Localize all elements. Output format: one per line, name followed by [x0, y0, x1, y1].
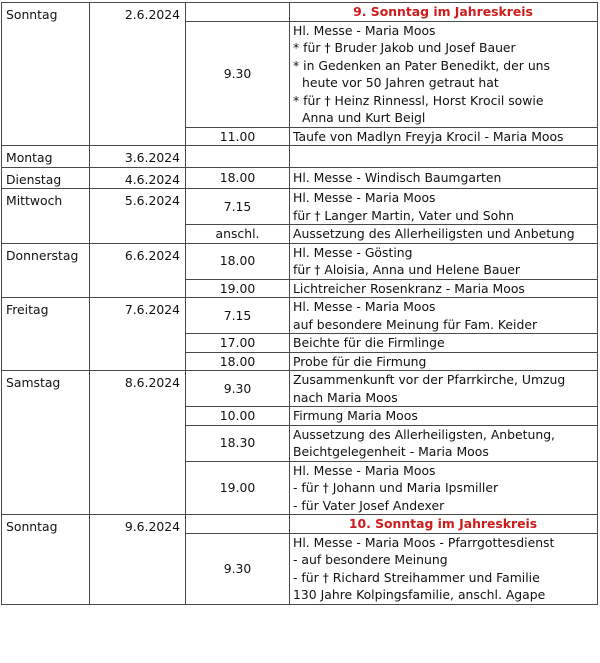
event-cell [290, 425, 598, 461]
time-cell [186, 3, 290, 22]
schedule-table [1, 2, 598, 605]
time-cell [186, 515, 290, 534]
schedule-row [2, 298, 598, 334]
time-cell: 18.30 [186, 425, 290, 461]
event-line: Hl. Messe - Windisch Baumgarten [293, 170, 502, 185]
event-line: auf besondere Meinung für Fam. Keider [293, 316, 538, 332]
event-line: Anna und Kurt Beigl [302, 110, 426, 125]
event-cell [290, 189, 598, 225]
date-cell: 3.6.2024 [90, 146, 186, 168]
event-cell [290, 371, 598, 407]
schedule-row [2, 189, 598, 225]
time-cell: 18.00 [186, 352, 290, 371]
event-line: - auf besondere Meinung [293, 552, 448, 567]
event-line: * für † Bruder Jakob und Josef Bauer [293, 40, 516, 55]
event-cell [290, 533, 598, 604]
schedule-row [2, 243, 598, 279]
event-line: heute vor 50 Jahren getraut hat [302, 75, 499, 90]
event-cell [290, 298, 598, 334]
event-line: Hl. Messe - Maria Moos [293, 22, 436, 38]
event-line: Hl. Messe - Gösting [293, 244, 413, 260]
event-line: - für Vater Josef Andexer [293, 497, 445, 513]
date-cell: 7.6.2024 [90, 298, 186, 371]
event-line: Probe für die Firmung [293, 353, 427, 369]
event-line: Hl. Messe - Maria Moos [293, 462, 436, 478]
time-cell: 10.00 [186, 407, 290, 426]
time-cell: 11.00 [186, 127, 290, 146]
time-cell: 18.00 [186, 167, 290, 189]
event-line [293, 148, 593, 166]
weekday-cell: Mittwoch [2, 189, 90, 244]
schedule-body [2, 3, 598, 605]
event-line: - für † Johann und Maria Ipsmiller [293, 480, 499, 495]
event-line: Taufe von Madlyn Freyja Krocil - Maria Moos [293, 128, 564, 144]
time-cell: 19.00 [186, 279, 290, 298]
event-cell [290, 279, 598, 298]
schedule-row [2, 167, 598, 189]
weekday-cell: Freitag [2, 298, 90, 371]
time-cell: 9.30 [186, 533, 290, 604]
date-cell: 2.6.2024 [90, 3, 186, 146]
date-cell: 4.6.2024 [90, 167, 186, 189]
time-cell: anschl. [186, 225, 290, 244]
date-cell: 5.6.2024 [90, 189, 186, 244]
event-line: - für † Richard Streihammer und Familie [293, 569, 540, 585]
event-cell [290, 225, 598, 244]
event-line: Hl. Messe - Maria Moos [293, 190, 436, 205]
weekday-cell: Donnerstag [2, 243, 90, 298]
time-cell: 19.00 [186, 461, 290, 515]
event-line: Aussetzung des Allerheiligsten und Anbetung [293, 226, 575, 241]
weekday-cell: Samstag [2, 371, 90, 515]
event-line: Aussetzung des Allerheiligsten, Anbetung, [293, 426, 555, 442]
event-line: Firmung Maria Moos [293, 408, 418, 423]
event-line: Zusammenkunft vor der Pfarrkirche, Umzug [293, 372, 566, 387]
date-cell: 9.6.2024 [90, 515, 186, 605]
date-cell: 8.6.2024 [90, 371, 186, 515]
feast-row [2, 3, 598, 22]
weekday-cell: Sonntag [2, 515, 90, 605]
time-cell: 18.00 [186, 243, 290, 279]
event-line: Beichtgelegenheit - Maria Moos [293, 444, 489, 459]
event-line: 130 Jahre Kolpingsfamilie, anschl. Agape [293, 587, 546, 602]
schedule-row [2, 146, 598, 168]
event-line: 9. Sonntag im Jahreskreis [353, 4, 533, 19]
event-line: Hl. Messe - Maria Moos [293, 299, 436, 314]
event-cell [290, 167, 598, 189]
time-cell: 17.00 [186, 334, 290, 353]
event-cell [290, 243, 598, 279]
event-line: Hl. Messe - Maria Moos - Pfarrgottesdienst [293, 534, 555, 550]
date-cell: 6.6.2024 [90, 243, 186, 298]
time-cell: 7.15 [186, 189, 290, 225]
weekday-cell: Montag [2, 146, 90, 168]
weekday-cell: Sonntag [2, 3, 90, 146]
time-cell: 9.30 [186, 21, 290, 127]
time-cell: 7.15 [186, 298, 290, 334]
schedule-row [2, 371, 598, 407]
event-line: Beichte für die Firmlinge [293, 335, 445, 350]
event-cell [290, 407, 598, 426]
weekday-cell: Dienstag [2, 167, 90, 189]
event-line: nach Maria Moos [293, 389, 398, 405]
feast-title [290, 515, 598, 534]
event-line: für † Langer Martin, Vater und Sohn [293, 207, 514, 223]
time-cell [186, 146, 290, 168]
event-line: für † Aloisia, Anna und Helene Bauer [293, 262, 521, 277]
event-line: * für † Heinz Rinnessl, Horst Krocil sowie [293, 92, 544, 108]
feast-title [290, 3, 598, 22]
event-line: Lichtreicher Rosenkranz - Maria Moos [293, 280, 525, 296]
event-cell [290, 334, 598, 353]
event-line: * in Gedenken an Pater Benedikt, der uns [293, 57, 550, 73]
event-line: 10. Sonntag im Jahreskreis [348, 516, 538, 531]
time-cell: 9.30 [186, 371, 290, 407]
event-cell [290, 21, 598, 127]
feast-row [2, 515, 598, 534]
event-cell [290, 352, 598, 371]
event-cell [290, 146, 598, 168]
event-cell [290, 127, 598, 146]
event-cell [290, 461, 598, 515]
